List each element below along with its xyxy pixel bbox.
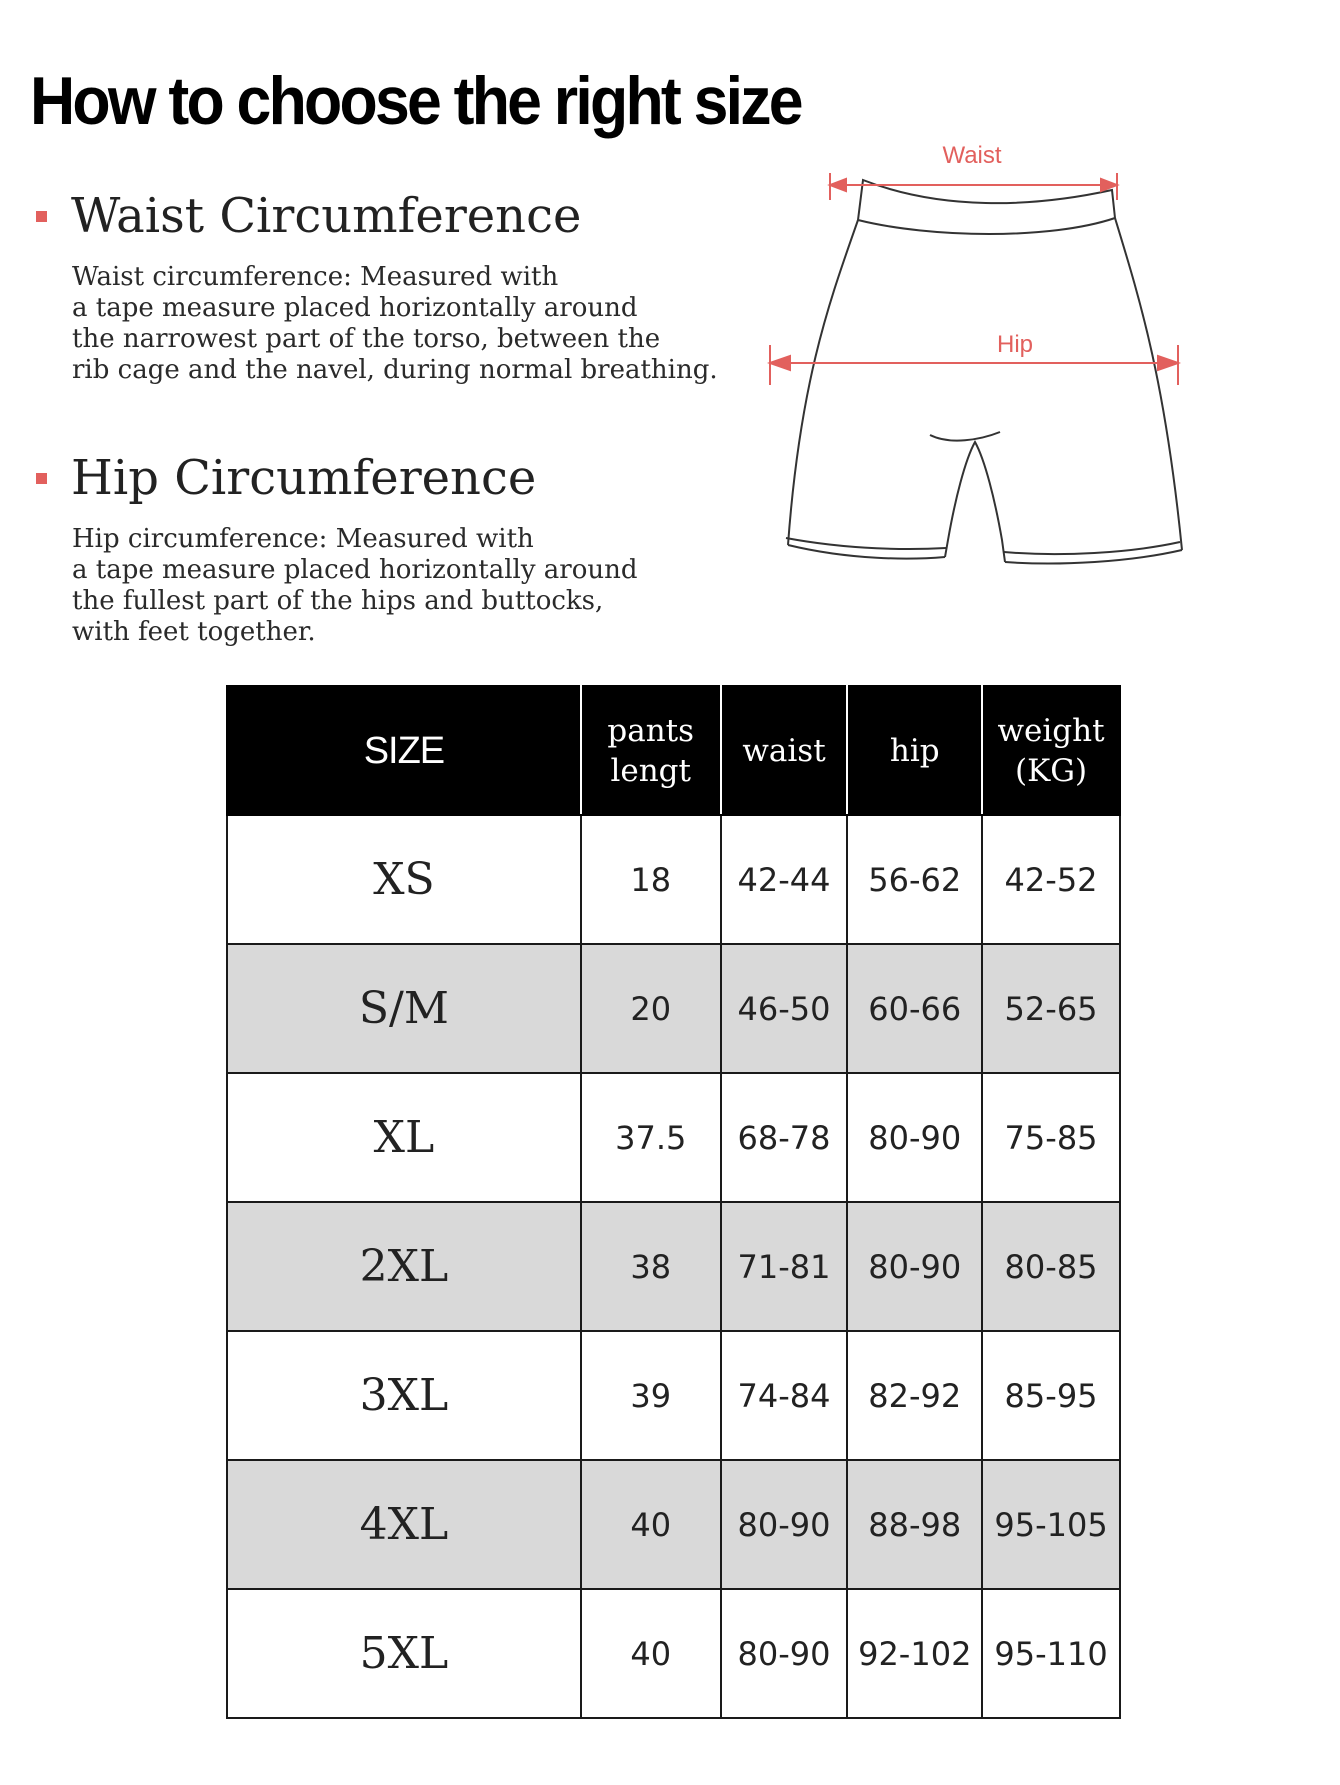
hip-section-heading (36, 450, 536, 506)
header-line: lengt (610, 752, 691, 789)
size-chart-table (226, 685, 1121, 1719)
header-line: pants (607, 712, 695, 749)
hip-measure-line (770, 345, 1178, 385)
table-row (227, 1460, 1120, 1589)
waist-cell: 80-90 (721, 1460, 848, 1589)
weight-cell: 75-85 (982, 1073, 1120, 1202)
waist-cell: 68-78 (721, 1073, 848, 1202)
waist-cell: 80-90 (721, 1589, 848, 1718)
size-cell: S/M (227, 944, 581, 1073)
header-line: waist (742, 732, 826, 769)
waist-section-title: Waist Circumference (71, 188, 582, 244)
waist-section-heading (36, 188, 581, 244)
pants-length-cell: 20 (581, 944, 721, 1073)
waist-description-line: a tape measure placed horizontally around (72, 293, 638, 323)
hip-cell: 56-62 (847, 815, 982, 944)
waist-cell: 46-50 (721, 944, 848, 1073)
table-row (227, 1202, 1120, 1331)
arrow-left-icon (830, 179, 846, 191)
size-cell: 2XL (227, 1202, 581, 1331)
size-cell: 4XL (227, 1460, 581, 1589)
weight-cell: 95-105 (982, 1460, 1120, 1589)
waist-cell: 71-81 (721, 1202, 848, 1331)
header-line: weight (997, 712, 1105, 749)
table-header-row (227, 686, 1120, 815)
hip-diagram-label: Hip (996, 331, 1034, 358)
header-hip (847, 686, 982, 815)
header-line: (KG) (1014, 752, 1088, 789)
hip-cell: 80-90 (847, 1202, 982, 1331)
hip-section-title: Hip Circumference (71, 450, 537, 506)
size-cell: XS (227, 815, 581, 944)
header-line: hip (889, 732, 940, 769)
pants-length-cell: 38 (581, 1202, 721, 1331)
header-size (227, 686, 581, 815)
waist-description-line: rib cage and the navel, during normal breathing. (72, 355, 718, 385)
bullet-icon (36, 473, 47, 484)
pants-length-cell: 40 (581, 1589, 721, 1718)
waist-diagram-label: Waist (942, 142, 1002, 169)
header-waist (721, 686, 848, 815)
bullet-icon (36, 211, 47, 222)
waist-description-line: the narrowest part of the torso, between the (72, 324, 661, 354)
table-row (227, 1331, 1120, 1460)
arrow-left-icon (770, 356, 790, 370)
pants-length-cell: 39 (581, 1331, 721, 1460)
hip-description-line: with feet together. (72, 617, 316, 647)
hip-description-line: Hip circumference: Measured with (72, 524, 534, 554)
hip-cell: 88-98 (847, 1460, 982, 1589)
waist-measure-line (830, 173, 1117, 200)
hip-description-line: a tape measure placed horizontally around (72, 555, 638, 585)
header-pants-length (581, 686, 721, 815)
weight-cell: 95-110 (982, 1589, 1120, 1718)
hip-cell: 82-92 (847, 1331, 982, 1460)
pants-length-cell: 18 (581, 815, 721, 944)
page-title: How to choose the right size (30, 63, 801, 139)
hip-description-line: the fullest part of the hips and buttocks, (72, 586, 604, 616)
size-cell: XL (227, 1073, 581, 1202)
header-weight (982, 686, 1120, 815)
table-row (227, 944, 1120, 1073)
shorts-diagram (760, 130, 1200, 580)
waist-cell: 42-44 (721, 815, 848, 944)
table-row (227, 1589, 1120, 1718)
size-cell: 5XL (227, 1589, 581, 1718)
arrow-right-icon (1101, 179, 1117, 191)
table-row (227, 1073, 1120, 1202)
weight-cell: 80-85 (982, 1202, 1120, 1331)
hip-description (72, 524, 638, 648)
hip-cell: 92-102 (847, 1589, 982, 1718)
weight-cell: 42-52 (982, 815, 1120, 944)
weight-cell: 52-65 (982, 944, 1120, 1073)
pants-length-cell: 37.5 (581, 1073, 721, 1202)
size-cell: 3XL (227, 1331, 581, 1460)
arrow-right-icon (1158, 356, 1178, 370)
hip-cell: 60-66 (847, 944, 982, 1073)
shorts-outline-icon (786, 180, 1182, 564)
hip-cell: 80-90 (847, 1073, 982, 1202)
waist-description (72, 262, 718, 386)
pants-length-cell: 40 (581, 1460, 721, 1589)
header-size-label: SIZE (363, 729, 445, 772)
waist-cell: 74-84 (721, 1331, 848, 1460)
table-row (227, 815, 1120, 944)
weight-cell: 85-95 (982, 1331, 1120, 1460)
waist-description-line: Waist circumference: Measured with (72, 262, 559, 292)
